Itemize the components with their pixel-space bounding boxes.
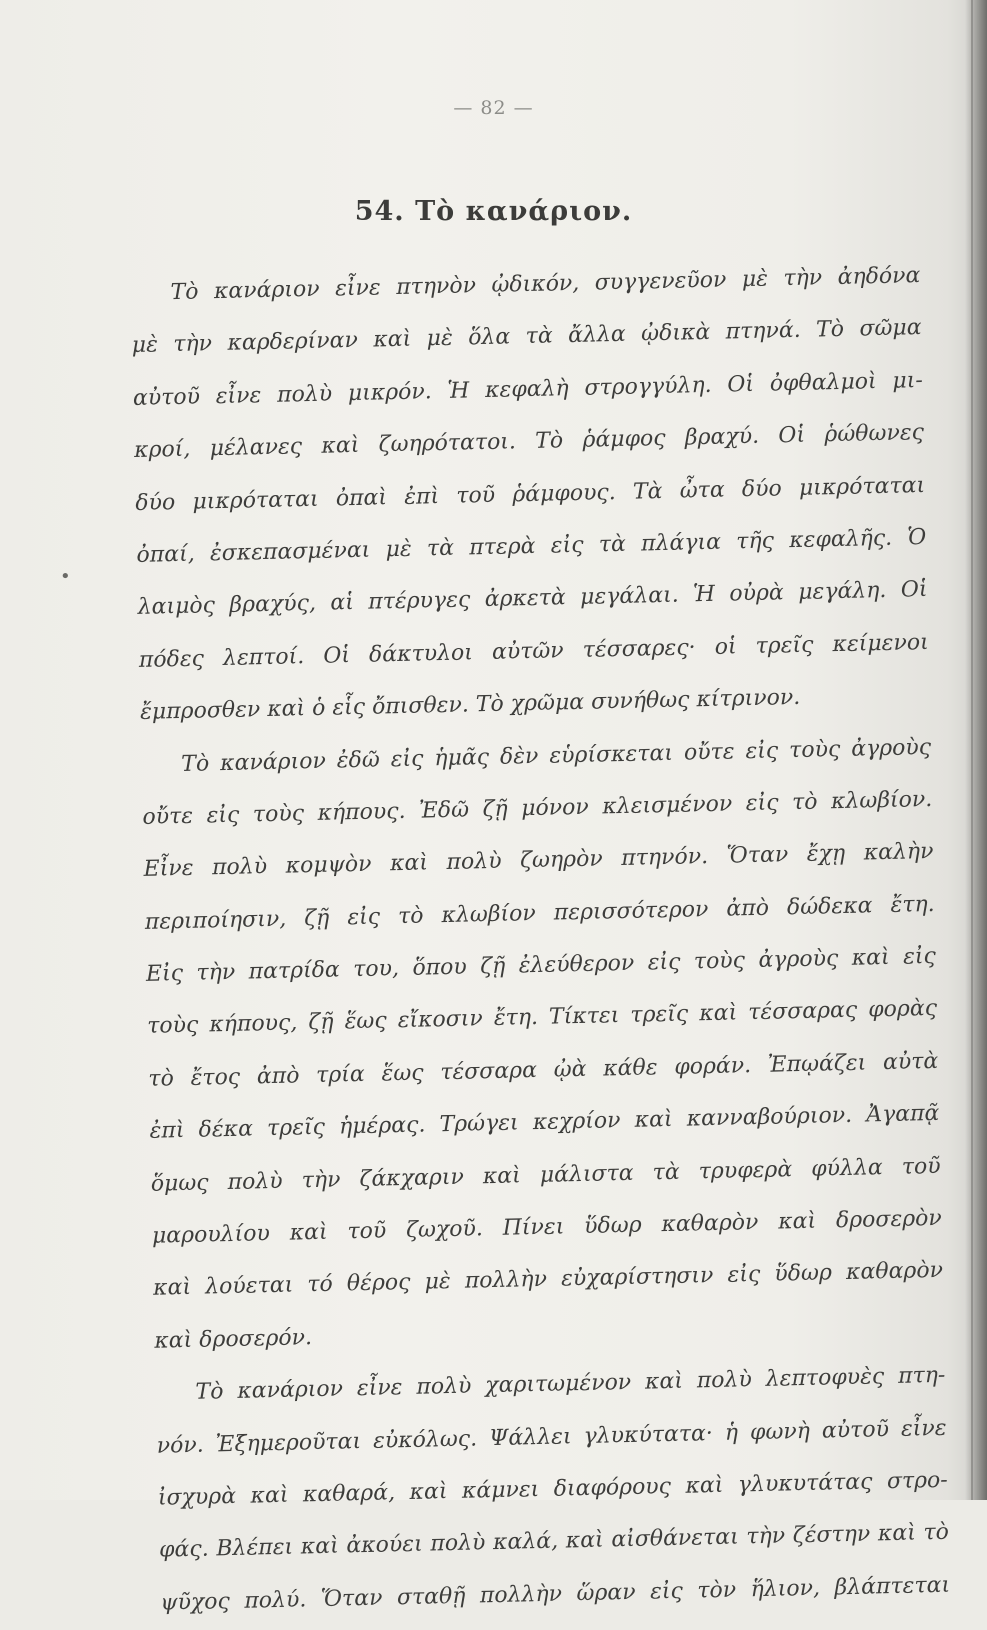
- text-line: μὲ τὴν καρδερίναν καὶ μὲ ὅλα τὰ ἄλλα ᾠδικὰ πτηνά. Τὸ σῶμα: [131, 315, 922, 359]
- text-line: ὀπαί, ἐσκεπασμέναι μὲ τὰ πτερὰ εἰς τὰ πλάγια τῆς κεφαλῆς. Ὁ: [136, 524, 927, 568]
- text-line: νόν. Ἐξημεροῦται εὐκόλως. Ψάλλει γλυκύτατα· ἡ φωνὴ αὐτοῦ εἶνε: [156, 1415, 947, 1459]
- page-number: — 82 —: [453, 97, 534, 119]
- text-line: ἐπὶ δέκα τρεῖς ἡμέρας. Τρώγει κεχρίον καὶ κανναβούριον. Ἀγαπᾷ: [149, 1101, 940, 1145]
- text-line: πόδες λεπτοί. Οἱ δάκτυλοι αὐτῶν τέσσαρες· οἱ τρεῖς κείμενοι: [138, 629, 929, 673]
- text-line: οὔτε εἰς τοὺς κήπους. Ἐδῶ ζῇ μόνον κλεισμένον εἰς τὸ κλωβίον.: [142, 786, 933, 830]
- text-line: καὶ λούεται τό θέρος μὲ πολλὴν εὐχαρίστησιν εἰς ὕδωρ καθαρὸν: [152, 1258, 944, 1302]
- text-line: τὸ ἔτος ἀπὸ τρία ἕως τέσσαρα ᾠὰ κάθε φοράν. Ἐπῳάζει αὐτὰ: [148, 1048, 939, 1092]
- text-line: τοὺς κήπους, ζῇ ἕως εἴκοσιν ἔτη. Τίκτει τρεῖς καὶ τέσσαρας φορὰς: [146, 996, 938, 1040]
- text-line: Εἶνε πολὺ κομψὸν καὶ πολὺ ζωηρὸν πτηνόν. Ὅταν ἔχῃ καλὴν: [143, 839, 934, 883]
- text-line: Τὸ κανάριον εἶνε πτηνὸν ᾠδικόν, συγγενεῦον μὲ τὴν ἀηδόνα: [170, 263, 921, 306]
- text-line: ψῦχος πολύ. Ὅταν σταθῇ πολλὴν ὥραν εἰς τὸν ἥλιον, βλάπτεται: [160, 1572, 951, 1616]
- text-line: δύο μικρόταται ὀπαὶ ἐπὶ τοῦ ῥάμφους. Τὰ ὦτα δύο μικρόταται: [135, 472, 926, 516]
- text-line: καὶ δροσερόν.: [154, 1324, 313, 1354]
- text-line: ἔμπροσθεν καὶ ὁ εἷς ὄπισθεν. Τὸ χρῶμα συνήθως κίτρινον.: [139, 685, 801, 726]
- text-line: ὅμως πολὺ τὴν ζάκχαριν καὶ μάλιστα τὰ τρυφερὰ φύλλα τοῦ: [150, 1153, 941, 1197]
- margin-dot: •: [60, 566, 71, 587]
- text-line: λαιμὸς βραχύς, αἱ πτέρυγες ἀρκετὰ μεγάλαι. Ἡ οὐρὰ μεγάλη. Οἱ: [137, 577, 928, 621]
- chapter-title: 54. Τὸ κανάριον.: [354, 196, 633, 227]
- text-line: φάς. Βλέπει καὶ ἀκούει πολὺ καλά, καὶ αἰσθάνεται τὴν ζέστην καὶ τὸ: [158, 1520, 950, 1564]
- text-line: αὐτοῦ εἶνε πολὺ μικρόν. Ἡ κεφαλὴ στρογγύλη. Οἱ ὀφθαλμοὶ μι-: [132, 367, 924, 411]
- body-text: [130, 250, 951, 1630]
- text-line: Εἰς τὴν πατρίδα του, ὅπου ζῇ ἐλεύθερον εἰς τοὺς ἀγροὺς καὶ εἰς: [145, 943, 937, 987]
- text-line: περιποίησιν, ζῇ εἰς τὸ κλωβίον περισσότερον ἀπὸ δώδεκα ἔτη.: [144, 891, 935, 935]
- text-line: κροί, μέλανες καὶ ζωηρότατοι. Τὸ ῥάμφος βραχύ. Οἱ ῥώθωνες: [133, 420, 925, 464]
- text-line: ἰσχυρὰ καὶ καθαρά, καὶ κάμνει διαφόρους καὶ γλυκυτάτας στρο-: [157, 1467, 948, 1511]
- text-line: Τὸ κανάριον εἶνε πολὺ χαριτωμένον καὶ πολὺ λεπτοφυὲς πτη-: [195, 1362, 946, 1406]
- text-line: Τὸ κανάριον ἐδῶ εἰς ἡμᾶς δὲν εὑρίσκεται οὔτε εἰς τοὺς ἀγροὺς: [180, 734, 932, 777]
- text-line: μαρουλίου καὶ τοῦ ζωχοῦ. Πίνει ὕδωρ καθαρὸν καὶ δροσερὸν: [151, 1205, 943, 1249]
